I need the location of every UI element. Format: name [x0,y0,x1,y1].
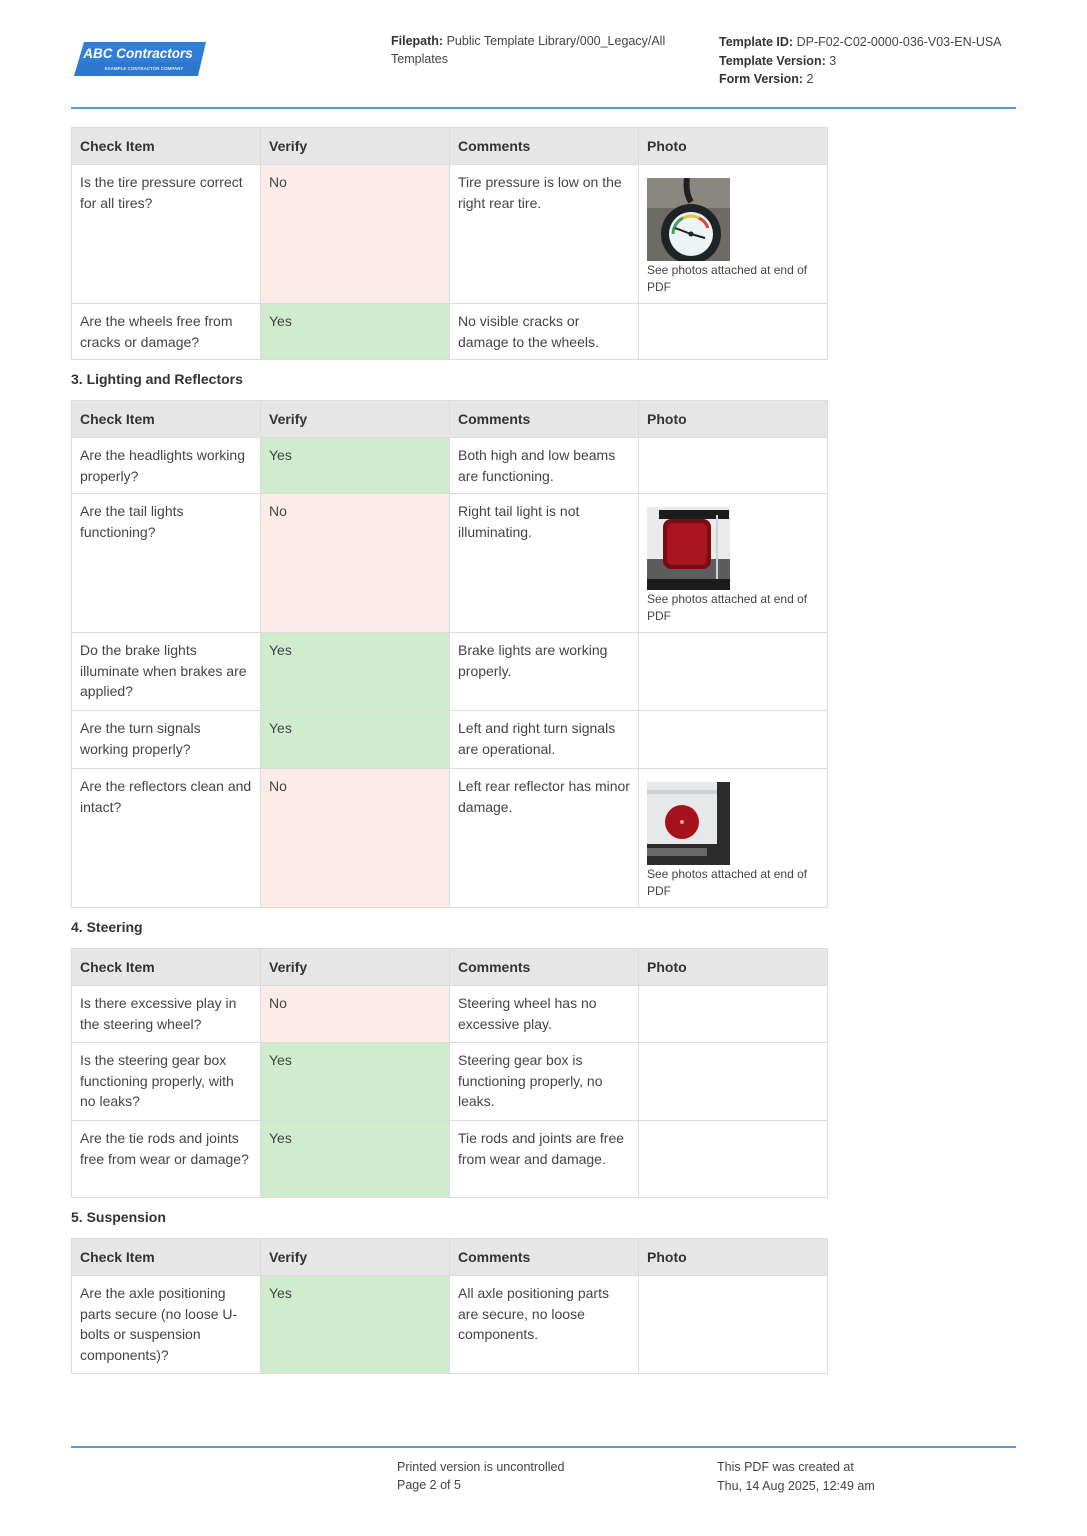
table-header-row [72,1239,828,1276]
verify-cell: No [261,986,450,1043]
photo-caption: See photos attached at end of PDF [647,867,808,898]
photo-cell [639,633,828,711]
check-item-cell: Are the wheels free from cracks or damage? [72,304,261,360]
check-item-cell: Is there excessive play in the steering wheel? [72,986,261,1043]
photo-cell [639,165,828,304]
photo-cell [639,438,828,494]
column-header-check-item: Check Item [72,949,261,986]
column-header-check-item: Check Item [72,1239,261,1276]
checklist-table-lighting [71,400,828,908]
check-item-cell: Are the reflectors clean and intact? [72,769,261,908]
comment-cell: Left rear reflector has minor damage. [450,769,639,908]
photo-cell [639,1276,828,1374]
column-header-verify: Verify [261,1239,450,1276]
check-item-cell: Is the tire pressure correct for all tires? [72,165,261,304]
column-header-check-item: Check Item [72,128,261,165]
comment-cell: Brake lights are working properly. [450,633,639,711]
column-header-check-item: Check Item [72,401,261,438]
column-header-photo: Photo [639,1239,828,1276]
verify-cell: Yes [261,1276,450,1374]
column-header-photo: Photo [639,401,828,438]
comment-cell: All axle positioning parts are secure, no loose components. [450,1276,639,1374]
comment-cell: Steering wheel has no excessive play. [450,986,639,1043]
table-row [72,769,828,908]
tail-light-photo[interactable] [647,507,730,590]
column-header-photo: Photo [639,128,828,165]
table-header-row [72,401,828,438]
column-header-comments: Comments [450,949,639,986]
table-row [72,633,828,711]
template-version-label: Template Version: [719,53,826,68]
svg-text:EXAMPLE CONTRACTOR COMPANY: EXAMPLE CONTRACTOR COMPANY [104,66,184,71]
company-logo [72,40,208,78]
photo-caption: See photos attached at end of PDF [647,263,808,294]
created-timestamp: Thu, 14 Aug 2025, 12:49 am [717,1479,875,1493]
template-version-value: 3 [829,53,837,68]
photo-caption: See photos attached at end of PDF [647,592,808,623]
verify-cell: Yes [261,633,450,711]
check-item-cell: Are the tie rods and joints free from wear or damage? [72,1121,261,1198]
created-label: This PDF was created at [717,1460,854,1474]
logo-badge-icon [72,40,208,78]
photo-cell [639,1121,828,1198]
template-info-block [719,33,1059,89]
filepath-value: Public Template Library/000_Legacy/All Templates [391,34,666,66]
tire-pressure-gauge-photo[interactable] [647,178,730,261]
tail-light-icon [647,507,730,590]
comment-cell: Left and right turn signals are operational. [450,711,639,769]
verify-cell: No [261,165,450,304]
svg-text:ABC Contractors: ABC Contractors [83,46,193,61]
photo-cell [639,986,828,1043]
table-header-row [72,949,828,986]
column-header-comments: Comments [450,401,639,438]
comment-cell: Both high and low beams are functioning. [450,438,639,494]
column-header-verify: Verify [261,401,450,438]
check-item-cell: Are the axle positioning parts secure (no loose U-bolts or suspension components)? [72,1276,261,1374]
verify-cell: Yes [261,438,450,494]
table-row [72,438,828,494]
verify-cell: No [261,769,450,908]
verify-cell: Yes [261,304,450,360]
checklist-table-wheels [71,127,828,360]
table-row [72,986,828,1043]
check-item-cell: Do the brake lights illuminate when brakes are applied? [72,633,261,711]
uncontrolled-notice: Printed version is uncontrolled [397,1460,565,1474]
check-item-cell: Are the tail lights functioning? [72,494,261,633]
column-header-verify: Verify [261,128,450,165]
column-header-comments: Comments [450,1239,639,1276]
filepath-label: Filepath: [391,34,444,48]
table-row [72,494,828,633]
photo-cell [639,711,828,769]
comment-cell: No visible cracks or damage to the wheels. [450,304,639,360]
photo-cell [639,494,828,633]
column-header-comments: Comments [450,128,639,165]
form-version-label: Form Version: [719,72,804,86]
check-item-cell: Is the steering gear box functioning properly, with no leaks? [72,1043,261,1121]
section-title-suspension: 5. Suspension [71,1209,166,1225]
filepath-block [391,33,691,68]
verify-cell: No [261,494,450,633]
photo-cell [639,304,828,360]
template-id-label: Template ID: [719,35,794,49]
verify-cell: Yes [261,1043,450,1121]
photo-cell [639,769,828,908]
form-version-value: 2 [806,72,814,86]
comment-cell: Steering gear box is functioning properly, no leaks. [450,1043,639,1121]
table-header-row [72,128,828,165]
footer-divider [71,1446,1016,1448]
footer-page-info [397,1458,564,1494]
comment-cell: Right tail light is not illuminating. [450,494,639,633]
comment-cell: Tie rods and joints are free from wear and damage. [450,1121,639,1198]
verify-cell: Yes [261,1121,450,1198]
table-row [72,1121,828,1198]
reflector-photo[interactable] [647,782,730,865]
table-row [72,1276,828,1374]
reflector-icon [647,782,730,865]
section-title-steering: 4. Steering [71,919,143,935]
table-row [72,711,828,769]
checklist-table-steering [71,948,828,1198]
table-row [72,165,828,304]
verify-cell: Yes [261,711,450,769]
inspection-content [71,127,827,1374]
section-title-lighting: 3. Lighting and Reflectors [71,371,243,387]
table-row [72,1043,828,1121]
check-item-cell: Are the turn signals working properly? [72,711,261,769]
checklist-table-suspension [71,1238,828,1374]
column-header-verify: Verify [261,949,450,986]
footer-created-info [717,1458,875,1496]
header-divider [71,107,1016,109]
table-row [72,304,828,360]
photo-cell [639,1043,828,1121]
template-id-value: DP-F02-C02-0000-036-V03-EN-USA [796,35,1002,49]
check-item-cell: Are the headlights working properly? [72,438,261,494]
pressure-gauge-icon [647,178,730,261]
page-header [0,0,1087,110]
column-header-photo: Photo [639,949,828,986]
page-number: Page 2 of 5 [397,1478,461,1492]
comment-cell: Tire pressure is low on the right rear tire. [450,165,639,304]
